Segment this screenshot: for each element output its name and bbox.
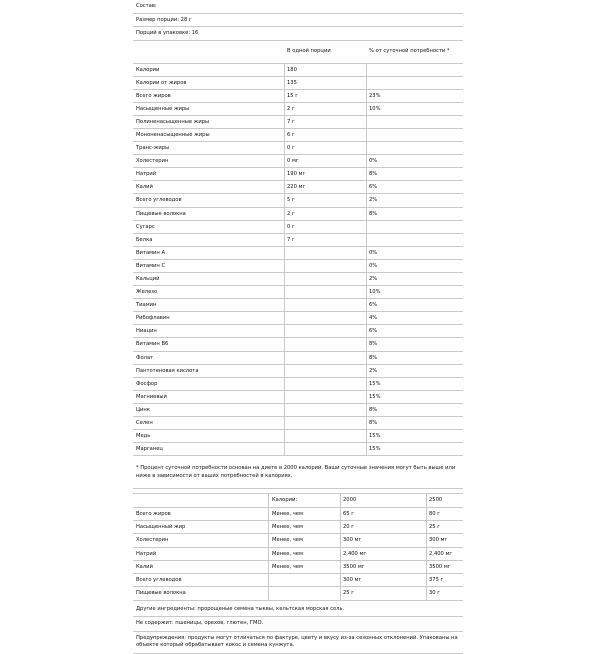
nutrient-row	[133, 260, 463, 273]
dv-table-row	[133, 561, 463, 574]
nutrient-name: Мононенасыщенные жиры	[136, 131, 210, 138]
nutrient-amount: 190 мг	[287, 171, 306, 178]
daily-value-header: % от суточной потребности *	[369, 47, 450, 54]
nutrient-row	[133, 181, 463, 194]
nutrient-amount: 220 мг	[287, 184, 306, 191]
nutrient-row	[133, 221, 463, 234]
nutrient-name: Калории	[136, 66, 160, 73]
nutrient-amount: 0 г	[287, 145, 295, 152]
nutrient-row	[133, 234, 463, 247]
dv-table-row	[133, 548, 463, 561]
nutrient-row	[133, 378, 463, 391]
dv-row-label: Всего углеводов	[136, 577, 182, 584]
nutrient-name: Железо	[136, 289, 158, 296]
dv-row-label: Всего жиров	[136, 510, 171, 517]
nutrient-daily-value: 8%	[369, 171, 378, 178]
nutrient-row	[133, 365, 463, 378]
nutrient-amount: 180	[287, 66, 297, 73]
nutrient-name: Калории от жиров	[136, 79, 187, 86]
nutrient-daily-value: 0%	[369, 249, 378, 256]
nutrient-daily-value: 23%	[369, 92, 381, 99]
nutrient-name: Медь	[136, 433, 151, 440]
nutrient-daily-value: 15%	[369, 433, 381, 440]
nutrient-table	[133, 64, 463, 457]
nutrient-row	[133, 286, 463, 299]
nutrient-name: Ниацин	[136, 328, 157, 335]
composition-label: Состав:	[133, 0, 463, 14]
nutrient-name: Фолат	[136, 354, 154, 361]
nutrient-row	[133, 77, 463, 90]
nutrient-name: Натрий	[136, 171, 157, 178]
per-serving-header: В одной порции	[287, 47, 331, 54]
dv-row-2000: 300 мг	[343, 577, 362, 584]
nutrient-row	[133, 352, 463, 365]
nutrient-daily-value: 0%	[369, 262, 378, 269]
nutrient-name: Пищевые волокна	[136, 210, 186, 217]
nutrient-daily-value: 6%	[369, 302, 378, 309]
nutrient-row	[133, 404, 463, 417]
nutrient-row	[133, 443, 463, 456]
daily-value-reference-table	[133, 493, 463, 600]
dv-row-label: Калий	[136, 563, 153, 570]
nutrient-name: Магниевый	[136, 393, 167, 400]
free-of-note: Не содержит: пшеницы, орехов, глютен, ГМО.	[133, 617, 463, 632]
nutrient-row	[133, 391, 463, 404]
nutrient-amount: 2 г	[287, 105, 295, 112]
nutrient-daily-value: 8%	[369, 210, 378, 217]
nutrient-daily-value: 10%	[369, 289, 381, 296]
nutrient-name: Селен	[136, 420, 153, 427]
nutrient-amount: 6 г	[287, 131, 295, 138]
dv-header-2500: 2500	[429, 497, 443, 504]
nutrient-daily-value: 8%	[369, 420, 378, 427]
nutrient-name: Полиненасыщенные жиры	[136, 118, 210, 125]
dv-table-row	[133, 574, 463, 587]
nutrient-name: Витамин А	[136, 249, 166, 256]
dv-row-label: Насыщенный жир	[136, 523, 186, 530]
nutrient-daily-value: 6%	[369, 184, 378, 191]
nutrient-name: Холестерин	[136, 158, 169, 165]
nutrient-row	[133, 103, 463, 116]
dv-row-2000: 2,400 мг	[343, 550, 367, 557]
nutrient-daily-value: 8%	[369, 354, 378, 361]
dv-header-2000: 2000	[343, 497, 357, 504]
dv-row-2500: 375 г	[429, 577, 444, 584]
nutrient-row	[133, 168, 463, 181]
dv-row-limit: Менее, чем	[272, 523, 303, 530]
nutrient-daily-value: 8%	[369, 341, 378, 348]
nutrient-row	[133, 417, 463, 430]
nutrient-name: Пантотеновая кислота	[136, 367, 199, 374]
dv-table-header-row	[133, 494, 463, 507]
nutrient-row	[133, 325, 463, 338]
servings-per-pack: Порций в упаковке: 16	[133, 27, 463, 41]
dv-row-label: Холестерин	[136, 537, 169, 544]
daily-value-footnote: * Процент суточной потребности основан на диете в 2000 калорий. Ваши суточные значения могут быть выше или ниже в зависимости от ваших потребностей в калориях.	[133, 456, 463, 489]
nutrient-row	[133, 64, 463, 77]
nutrient-row	[133, 194, 463, 207]
nutrient-daily-value: 2%	[369, 367, 378, 374]
nutrient-name: Марганец	[136, 446, 163, 453]
nutrient-name: Всего углеводов	[136, 197, 182, 204]
nutrient-daily-value: 6%	[369, 328, 378, 335]
nutrient-daily-value: 8%	[369, 406, 378, 413]
warning-note: Предупреждения: продукты могут отличаться по фактуре, цвету и вкусу из-за сезонных отклонений. Упакованы на объекте который обрабатывает кокос и семена кунжута.	[133, 632, 463, 654]
nutrient-name: Насыщенные жиры	[136, 105, 190, 112]
dv-row-2000: 3500 мг	[343, 563, 365, 570]
nutrient-name: Тиамин	[136, 302, 157, 309]
nutrient-name: Транс-жиры	[136, 145, 170, 152]
nutrient-name: Всего жиров	[136, 92, 171, 99]
nutrient-daily-value: 10%	[369, 105, 381, 112]
dv-row-2000: 20 г	[343, 523, 354, 530]
dv-row-2500: 3500 мг	[429, 563, 451, 570]
nutrient-row	[133, 273, 463, 286]
nutrient-name: Рибофлавин	[136, 315, 170, 322]
nutrient-name: Кальций	[136, 276, 160, 282]
nutrient-row	[133, 155, 463, 168]
dv-table-row	[133, 587, 463, 600]
dv-row-2000: 300 мг	[343, 537, 362, 544]
dv-row-2500: 30 г	[429, 590, 440, 597]
dv-row-limit: Менее, чем	[272, 563, 303, 570]
nutrient-name: Белка	[136, 236, 153, 243]
nutrient-amount: 7 г	[287, 236, 295, 243]
dv-row-2000: 25 г	[343, 590, 354, 597]
dv-row-2500: 80 г	[429, 510, 440, 517]
nutrient-daily-value: 15%	[369, 380, 381, 387]
nutrient-row	[133, 299, 463, 312]
nutrient-row	[133, 430, 463, 443]
nutrient-name: Витамин B6	[136, 341, 169, 348]
dv-row-2000: 65 г	[343, 510, 354, 517]
dv-table-row	[133, 521, 463, 534]
nutrient-amount: 0 г	[287, 223, 295, 230]
nutrition-facts-sheet	[133, 0, 463, 654]
nutrient-daily-value: 15%	[369, 393, 381, 400]
dv-row-2500: 25 г	[429, 523, 440, 530]
nutrient-amount: 7 г	[287, 118, 295, 125]
dv-row-2500: 300 мг	[429, 537, 448, 544]
nutrient-amount: 135	[287, 79, 297, 86]
dv-row-limit: Менее, чем	[272, 550, 303, 557]
nutrient-daily-value: 2%	[369, 276, 378, 282]
nutrient-daily-value: 4%	[369, 315, 378, 322]
nutrient-row	[133, 129, 463, 142]
other-ingredients: Другие ингредиенты: пророщеные семена тыквы, кельтская морская соль.	[133, 603, 463, 618]
dv-row-limit: Менее, чем	[272, 510, 303, 517]
dv-table-row	[133, 534, 463, 547]
nutrient-amount: 2 г	[287, 210, 295, 217]
nutrient-name: Цинк	[136, 406, 150, 413]
nutrient-name: Витамин C	[136, 262, 166, 269]
nutrient-daily-value: 2%	[369, 197, 378, 204]
dv-row-label: Натрий	[136, 550, 157, 557]
nutrient-row	[133, 90, 463, 103]
dv-header-limit: Калории:	[272, 497, 298, 504]
nutrient-column-header	[133, 41, 463, 64]
nutrient-name: Сугарс	[136, 223, 155, 230]
nutrient-amount: 5 г	[287, 197, 295, 204]
nutrient-row	[133, 116, 463, 129]
nutrient-daily-value: 15%	[369, 446, 381, 453]
serving-size: Размер порции: 28 г	[133, 14, 463, 28]
nutrient-name: Калий	[136, 184, 153, 191]
dv-row-limit: Менее, чем	[272, 537, 303, 544]
dv-table-row	[133, 508, 463, 521]
nutrient-row	[133, 142, 463, 155]
nutrient-row	[133, 338, 463, 351]
nutrient-amount: 15 г	[287, 92, 298, 99]
nutrient-row	[133, 312, 463, 325]
dv-row-label: Пищевые волокна	[136, 590, 186, 597]
nutrient-daily-value: 0%	[369, 158, 378, 165]
dv-row-2500: 2,400 мг	[429, 550, 453, 557]
nutrient-amount: 0 мг	[287, 158, 299, 165]
nutrient-row	[133, 247, 463, 260]
nutrient-name: Фосфор	[136, 380, 158, 387]
nutrient-row	[133, 208, 463, 221]
